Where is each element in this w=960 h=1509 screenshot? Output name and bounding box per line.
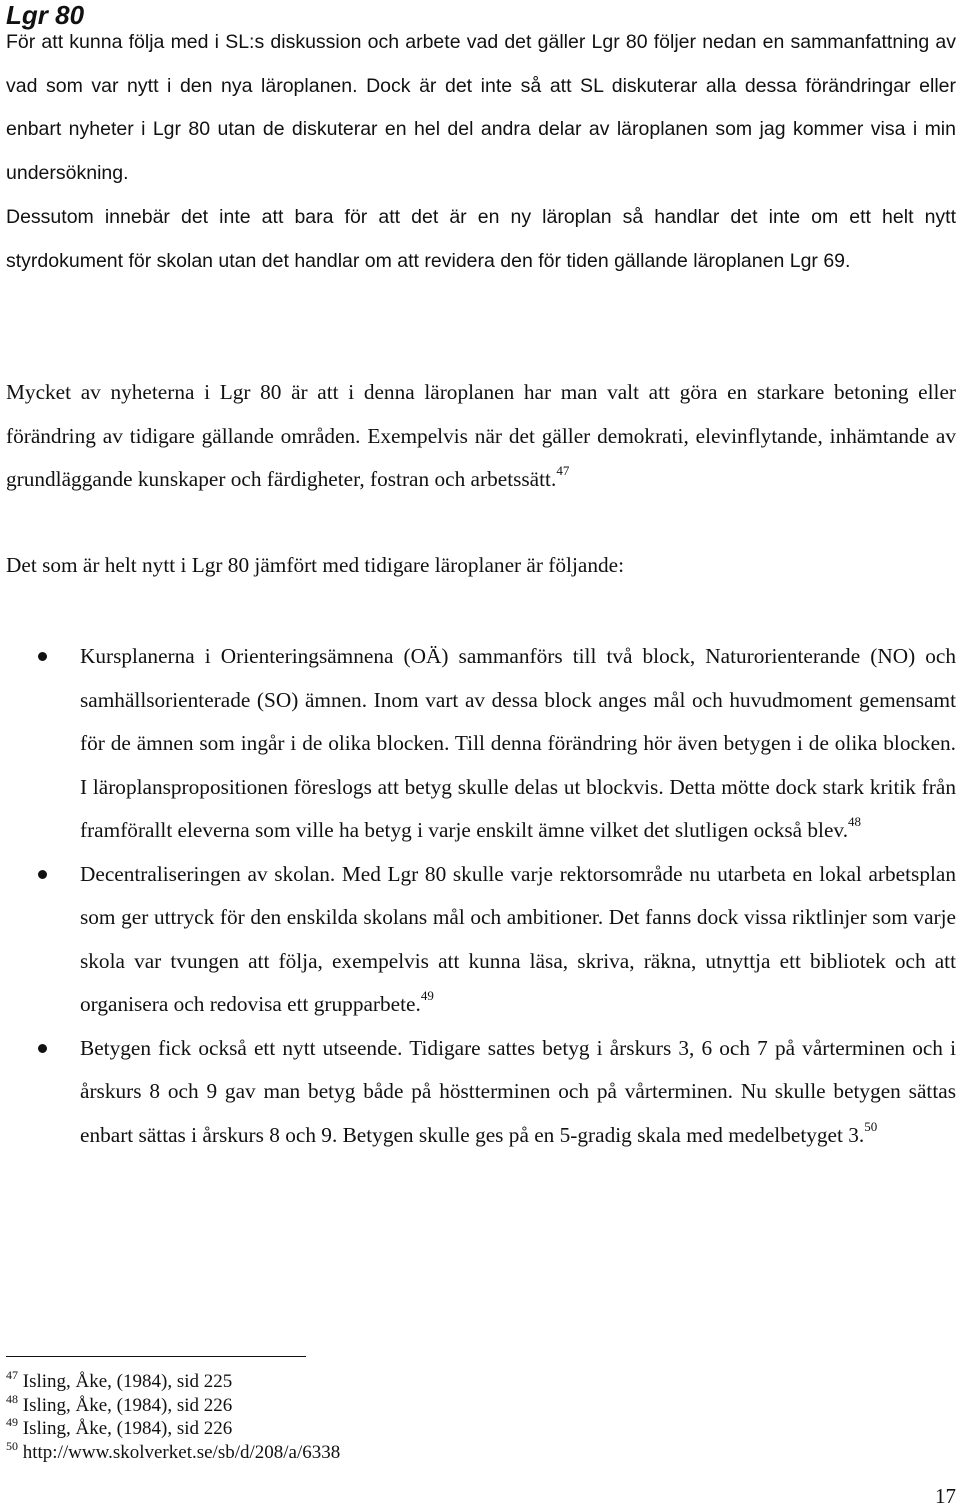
footnote-ref-50[interactable]: 50 bbox=[864, 1118, 878, 1134]
list-item bbox=[0, 853, 956, 1027]
list-item-text: Betygen fick också ett nytt utseende. Tidigare sattes betyg i årskurs 3, 6 och 7 på vårterminen och i årskurs 8 och 9 gav man betyg både på höstterminen och på vårterminen. Nu skulle betygen sättas enbart sättas i årskurs 8 och 9. Betygen skulle ges på en 5-gradig skala med medelbetyget 3. bbox=[80, 1035, 956, 1147]
paragraph-helt-nytt-text: Det som är helt nytt i Lgr 80 jämfört med tidigare läroplaner är följande: bbox=[6, 553, 624, 577]
changes-list bbox=[0, 635, 956, 1157]
list-item-text: Decentraliseringen av skolan. Med Lgr 80 skulle varje rektorsområde nu utarbeta en lokal arbetsplan som ger uttryck för den enskilda skolans mål och ambitioner. Det fanns dock vissa riktlinjer som varje skola var tvungen att följa, exempelvis att kunna läsa, skriva, räkna, utnyttja ett bibliotek och att organisera och redovisa ett grupparbete. bbox=[80, 861, 956, 1016]
list-item-text: Kursplanerna i Orienteringsämnena (OÄ) sammanförs till två block, Naturorienterande (NO) och samhällsorienterade (SO) ämnen. Inom vart av dessa block anges mål och huvudmoment gemensamt för de ämnen som ingår i de olika blocken. Till denna förändring hör även betygen i de olika blocken. I läroplanspropositionen föreslogs att betyg skulle delas ut blockvis. Detta mötte dock stark kritik från framförallt eleverna som ville ha betyg i varje enskilt ämne vilket det slutligen också blev. bbox=[80, 644, 956, 842]
paragraph-nyheterna-text: Mycket av nyheterna i Lgr 80 är att i denna läroplanen har man valt att göra en starkare betoning eller förändring av tidigare gällande områden. Exempelvis när det gäller demokrati, elevinflytande, inhämtande av grundläggande kunskaper och färdigheter, fostran och arbetssätt. bbox=[6, 380, 956, 492]
footnote-ref-47[interactable]: 47 bbox=[556, 463, 570, 479]
footnote-ref-48[interactable]: 48 bbox=[848, 814, 862, 829]
footnote-number: 48 bbox=[6, 1391, 18, 1406]
paragraph-dessutom-text: Dessutom innebär det inte att bara för att det är en ny läroplan så handlar det inte om ett helt nytt styrdokument för skolan utan det handlar om att revidera den för tiden gällande läroplanen Lgr 69. bbox=[6, 206, 956, 272]
footnote-item bbox=[6, 1370, 340, 1394]
section-heading: Lgr 80 bbox=[6, 0, 85, 30]
intro-text: För att kunna följa med i SL:s diskussion och arbete vad det gäller Lgr 80 följer nedan en sammanfattning av vad som var nytt i den nya läroplanen. Dock är det inte så att SL diskuterar alla dessa förändringar eller enbart nyheter i Lgr 80 utan de diskuterar en hel del andra delar av läroplanen som jag kommer visa i min undersökning. bbox=[6, 31, 956, 184]
bullet-icon bbox=[38, 870, 47, 879]
intro-paragraph bbox=[6, 21, 956, 195]
footnote-text: Isling, Åke, (1984), sid 226 bbox=[22, 1394, 233, 1416]
footnote-text: Isling, Åke, (1984), sid 225 bbox=[22, 1371, 233, 1392]
footnote-number: 50 bbox=[6, 1438, 18, 1453]
page-number: 17 bbox=[935, 1484, 956, 1508]
paragraph-dessutom bbox=[6, 196, 956, 283]
footnote-item bbox=[6, 1417, 340, 1441]
footnote-link[interactable]: http://www.skolverket.se/sb/d/208/a/6338 bbox=[22, 1441, 341, 1463]
footnote-item bbox=[6, 1438, 341, 1465]
paragraph-helt-nytt bbox=[6, 544, 956, 588]
footnote-number: 47 bbox=[6, 1368, 18, 1382]
footnote-ref-49[interactable]: 49 bbox=[420, 988, 434, 1003]
bullet-icon bbox=[38, 652, 47, 661]
footnote-item bbox=[6, 1391, 340, 1418]
bullet-icon bbox=[38, 1044, 47, 1053]
paragraph-nyheterna bbox=[6, 371, 956, 502]
footnote-text: Isling, Åke, (1984), sid 226 bbox=[22, 1418, 233, 1439]
footnote-divider bbox=[6, 1356, 306, 1357]
footnotes-list bbox=[6, 1370, 340, 1464]
list-item bbox=[0, 1027, 956, 1158]
list-item bbox=[0, 635, 956, 853]
footnote-number: 49 bbox=[6, 1415, 18, 1429]
